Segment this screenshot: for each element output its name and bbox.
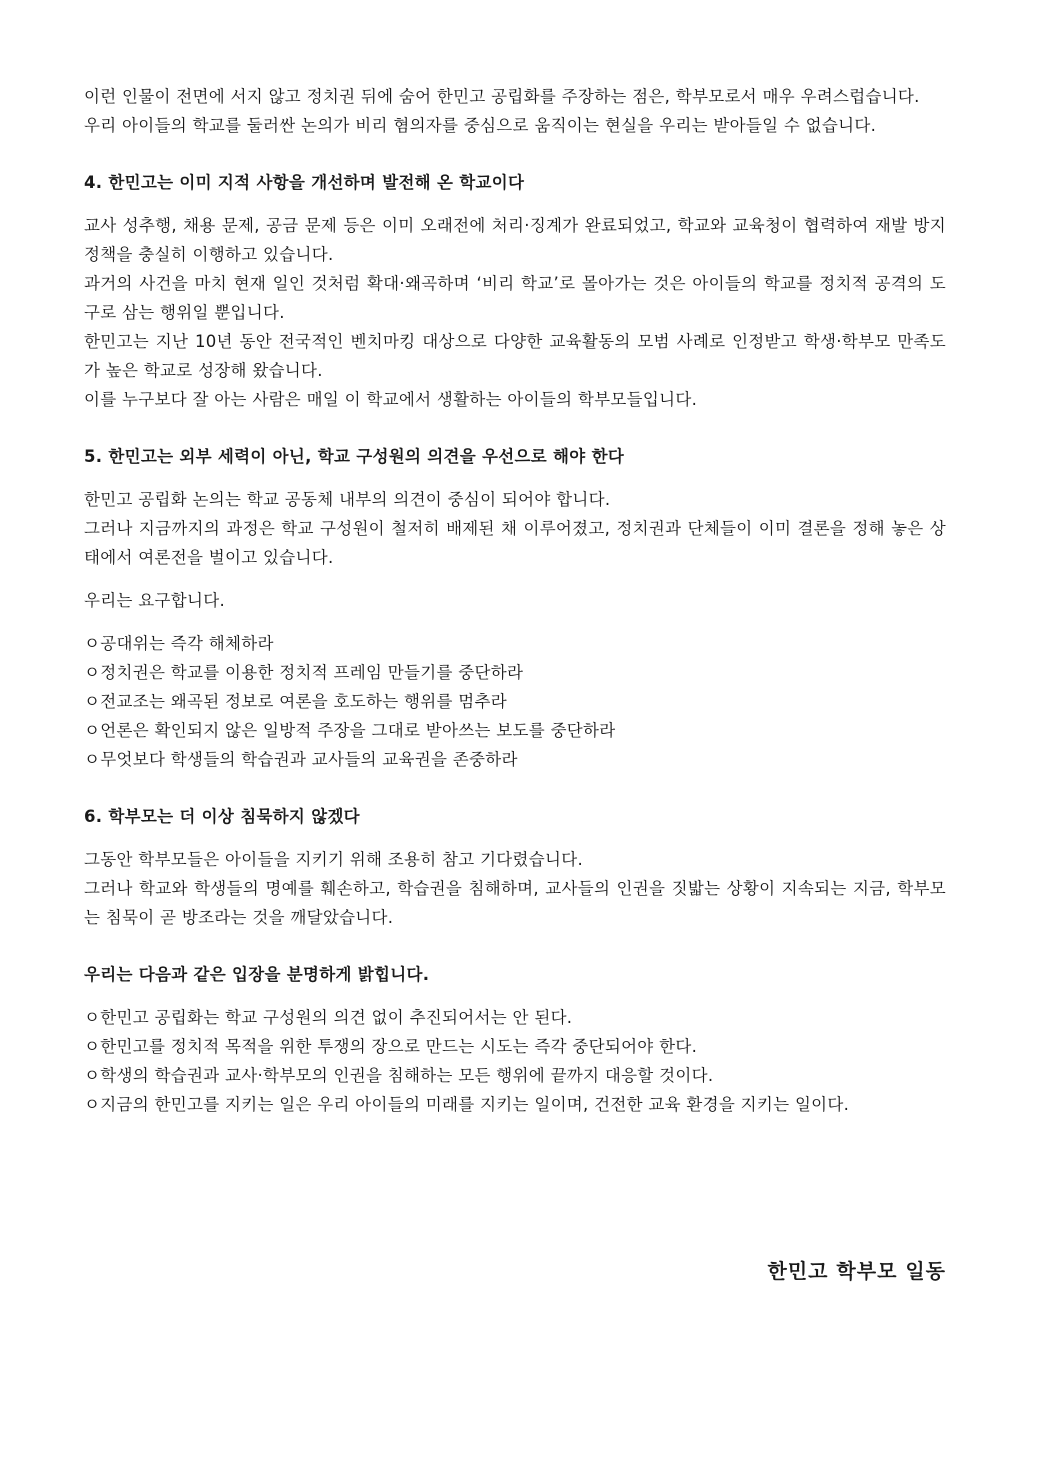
position-section	[84, 960, 946, 1119]
paragraph: 과거의 사건을 마치 현재 일인 것처럼 확대·왜곡하며 ‘비리 학교’로 몰아가는 것은 아이들의 학교를 정치적 공격의 도구로 삼는 행위일 뿐입니다.	[84, 274, 946, 322]
position-list	[84, 1003, 946, 1119]
section-4	[84, 168, 946, 414]
section-heading: 4. 한민고는 이미 지적 사항을 개선하며 발전해 온 학교이다	[84, 173, 525, 192]
section-heading: 6. 학부모는 더 이상 침묵하지 않겠다	[84, 807, 360, 826]
document-body	[84, 82, 946, 1119]
list-item: ㅇ언론은 확인되지 않은 일방적 주장을 그대로 받아쓰는 보도를 중단하라	[84, 721, 616, 740]
paragraph: 우리 아이들의 학교를 둘러싼 논의가 비리 혐의자를 중심으로 움직이는 현실을 우리는 받아들일 수 없습니다.	[84, 116, 877, 135]
list-item: ㅇ한민고 공립화는 학교 구성원의 의견 없이 추진되어서는 안 된다.	[84, 1008, 573, 1027]
section-6	[84, 802, 946, 932]
paragraph: 교사 성추행, 채용 문제, 공금 문제 등은 이미 오래전에 처리·징계가 완료되었고, 학교와 교육청이 협력하여 재발 방지 정책을 충실히 이행하고 있습니다.	[84, 216, 946, 264]
paragraph: 그러나 지금까지의 과정은 학교 구성원이 철저히 배제된 채 이루어졌고, 정치권과 단체들이 이미 결론을 정해 놓은 상태에서 여론전을 벌이고 있습니다.	[84, 519, 946, 567]
demand-intro: 우리는 요구합니다.	[84, 591, 226, 610]
paragraph: 한민고는 지난 10년 동안 전국적인 벤치마킹 대상으로 다양한 교육활동의 모범 사례로 인정받고 학생·학부모 만족도가 높은 학교로 성장해 왔습니다.	[84, 332, 946, 380]
intro-section	[84, 82, 946, 140]
section-heading: 우리는 다음과 같은 입장을 분명하게 밝힙니다.	[84, 965, 430, 984]
list-item: ㅇ무엇보다 학생들의 학습권과 교사들의 교육권을 존중하라	[84, 750, 518, 769]
list-item: ㅇ전교조는 왜곡된 정보로 여론을 호도하는 행위를 멈추라	[84, 692, 508, 711]
demand-list	[84, 629, 946, 774]
paragraph: 그러나 학교와 학생들의 명예를 훼손하고, 학습권을 침해하며, 교사들의 인권을 짓밟는 상황이 지속되는 지금, 학부모는 침묵이 곧 방조라는 것을 깨달았습니다.	[84, 879, 946, 927]
list-item: ㅇ지금의 한민고를 지키는 일은 우리 아이들의 미래를 지키는 일이며, 건전한 교육 환경을 지키는 일이다.	[84, 1095, 850, 1114]
signature: 한민고 학부모 일동	[767, 1259, 946, 1283]
section-5	[84, 442, 946, 774]
paragraph: 이런 인물이 전면에 서지 않고 정치권 뒤에 숨어 한민고 공립화를 주장하는 점은, 학부모로서 매우 우려스럽습니다.	[84, 87, 920, 106]
list-item: ㅇ정치권은 학교를 이용한 정치적 프레임 만들기를 중단하라	[84, 663, 524, 682]
paragraph: 한민고 공립화 논의는 학교 공동체 내부의 의견이 중심이 되어야 합니다.	[84, 490, 611, 509]
section-heading: 5. 한민고는 외부 세력이 아닌, 학교 구성원의 의견을 우선으로 해야 한다	[84, 447, 625, 466]
list-item: ㅇ학생의 학습권과 교사·학부모의 인권을 침해하는 모든 행위에 끝까지 대응할 것이다.	[84, 1066, 714, 1085]
list-item: ㅇ공대위는 즉각 해체하라	[84, 634, 274, 653]
paragraph: 그동안 학부모들은 아이들을 지키기 위해 조용히 참고 기다렸습니다.	[84, 850, 584, 869]
list-item: ㅇ한민고를 정치적 목적을 위한 투쟁의 장으로 만드는 시도는 즉각 중단되어야 한다.	[84, 1037, 698, 1056]
paragraph: 이를 누구보다 잘 아는 사람은 매일 이 학교에서 생활하는 아이들의 학부모들입니다.	[84, 390, 698, 409]
